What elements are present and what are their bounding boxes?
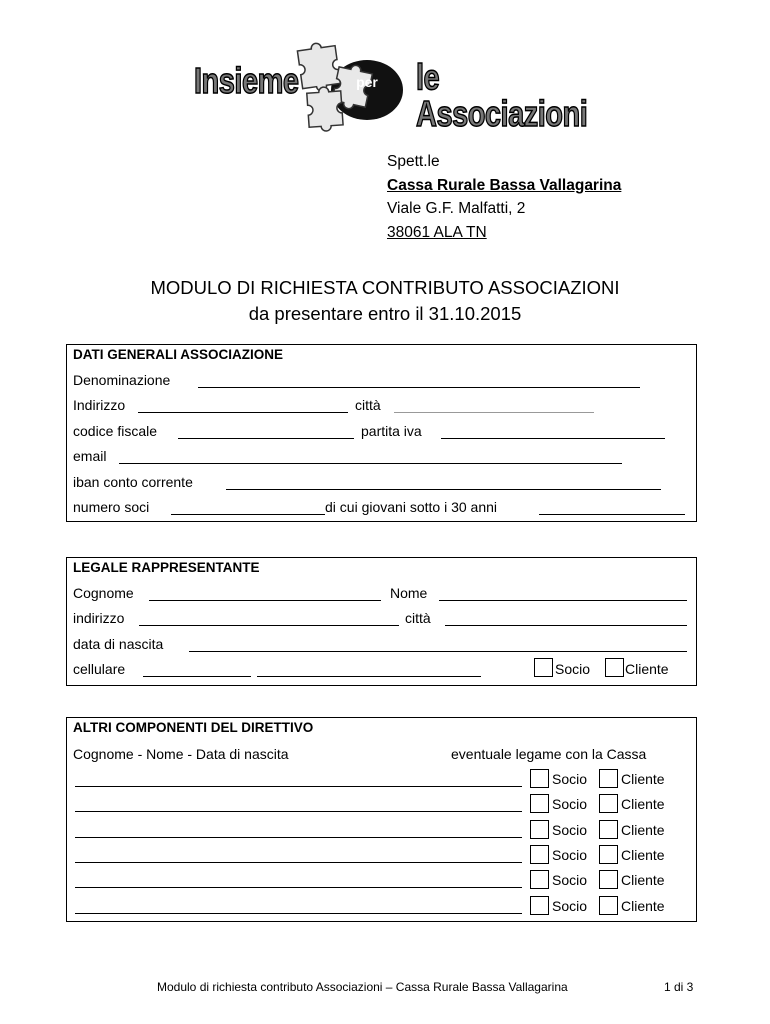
indirizzo-field[interactable]	[138, 412, 348, 413]
indirizzo-field[interactable]	[139, 625, 399, 626]
cliente-checkbox[interactable]	[599, 896, 618, 915]
recipient-address	[387, 150, 621, 244]
legal-representative-section	[66, 557, 697, 686]
socio-label: Socio	[552, 897, 588, 914]
general-data-section	[66, 344, 697, 522]
socio-label: Socio	[555, 661, 591, 677]
board-members-heading: ALTRI COMPONENTI DEL DIRETTIVO	[73, 720, 314, 735]
cellulare-field[interactable]	[143, 676, 251, 677]
email-label: email	[73, 448, 107, 464]
giovani-label: di cui giovani sotto i 30 anni	[325, 499, 497, 515]
citta-field[interactable]	[445, 625, 687, 626]
cliente-checkbox[interactable]	[599, 769, 618, 788]
codice-fiscale-label: codice fiscale	[73, 423, 158, 439]
cliente-label: Cliente	[621, 771, 665, 787]
legal-representative-heading: LEGALE RAPPRESENTANTE	[73, 560, 260, 575]
socio-checkbox[interactable]	[530, 769, 549, 788]
citta-field[interactable]	[394, 412, 594, 413]
denominazione-label: Denominazione	[73, 372, 171, 388]
address-street: Viale G.F. Malfatti, 2	[387, 200, 526, 217]
cliente-label: Cliente	[621, 796, 665, 813]
denominazione-field[interactable]	[198, 387, 640, 388]
socio-checkbox[interactable]	[534, 658, 553, 677]
board-member-field[interactable]	[75, 837, 522, 838]
iban-field[interactable]	[226, 489, 661, 490]
iban-label: iban conto corrente	[73, 474, 193, 490]
board-member-field[interactable]	[75, 786, 522, 787]
socio-label: Socio	[552, 846, 588, 863]
footer-text: Modulo di richiesta contributo Associazioni – Cassa Rurale Bassa Vallagarina	[157, 980, 568, 994]
socio-checkbox[interactable]	[530, 845, 549, 864]
cliente-label: Cliente	[621, 872, 665, 889]
board-column-right-label: eventuale legame con la Cassa	[451, 746, 647, 762]
board-member-field[interactable]	[75, 862, 522, 863]
board-column-left-label: Cognome - Nome - Data di nascita	[73, 746, 289, 762]
form-title: MODULO DI RICHIESTA CONTRIBUTO ASSOCIAZIONI	[150, 277, 620, 298]
cliente-checkbox[interactable]	[605, 658, 624, 677]
indirizzo-label: Indirizzo	[73, 397, 126, 413]
numero-soci-label: numero soci	[73, 499, 150, 515]
address-city: 38061 ALA TN	[387, 223, 487, 241]
cliente-label: Cliente	[621, 821, 665, 838]
data-nascita-label: data di nascita	[73, 636, 164, 652]
citta-label: città	[405, 610, 431, 626]
cliente-label: Cliente	[621, 897, 665, 914]
socio-label: Socio	[552, 821, 588, 838]
socio-label: Socio	[552, 796, 588, 813]
page-number: 1 di 3	[664, 980, 694, 994]
socio-label: Socio	[552, 771, 588, 787]
address-bank-name: Cassa Rurale Bassa Vallagarina	[387, 176, 622, 194]
socio-checkbox[interactable]	[530, 896, 549, 915]
form-deadline: da presentare entro il 31.10.2015	[248, 303, 522, 324]
nome-field[interactable]	[439, 600, 687, 601]
general-data-heading: DATI GENERALI ASSOCIAZIONE	[73, 347, 284, 362]
partita-iva-field[interactable]	[441, 438, 665, 439]
board-members-section	[66, 717, 697, 922]
socio-checkbox[interactable]	[530, 870, 549, 889]
cognome-label: Cognome	[73, 585, 134, 601]
cognome-field[interactable]	[149, 600, 381, 601]
logo	[190, 40, 588, 135]
giovani-field[interactable]	[539, 514, 685, 515]
cellulare-label: cellulare	[73, 661, 126, 677]
indirizzo-label: indirizzo	[73, 610, 125, 626]
cliente-label: Cliente	[621, 846, 665, 863]
board-member-field[interactable]	[75, 913, 522, 914]
cliente-checkbox[interactable]	[599, 870, 618, 889]
logo-text-right: le Associazioni	[416, 58, 588, 135]
cliente-checkbox[interactable]	[599, 820, 618, 839]
codice-fiscale-field[interactable]	[178, 438, 354, 439]
logo-text-middle: per	[356, 74, 378, 90]
logo-text-left: Insieme	[194, 61, 299, 102]
cellulare-field-2[interactable]	[257, 676, 481, 677]
cliente-checkbox[interactable]	[599, 794, 618, 813]
nome-label: Nome	[390, 585, 428, 601]
socio-checkbox[interactable]	[530, 794, 549, 813]
data-nascita-field[interactable]	[189, 651, 687, 652]
socio-checkbox[interactable]	[530, 820, 549, 839]
board-member-field[interactable]	[75, 887, 522, 888]
board-member-field[interactable]	[75, 811, 522, 812]
address-salutation: Spett.le	[387, 153, 440, 170]
socio-label: Socio	[552, 872, 588, 889]
cliente-label: Cliente	[625, 661, 669, 677]
numero-soci-field[interactable]	[171, 514, 325, 515]
cliente-checkbox[interactable]	[599, 845, 618, 864]
citta-label: città	[355, 397, 381, 413]
email-field[interactable]	[119, 463, 622, 464]
partita-iva-label: partita iva	[361, 423, 422, 439]
